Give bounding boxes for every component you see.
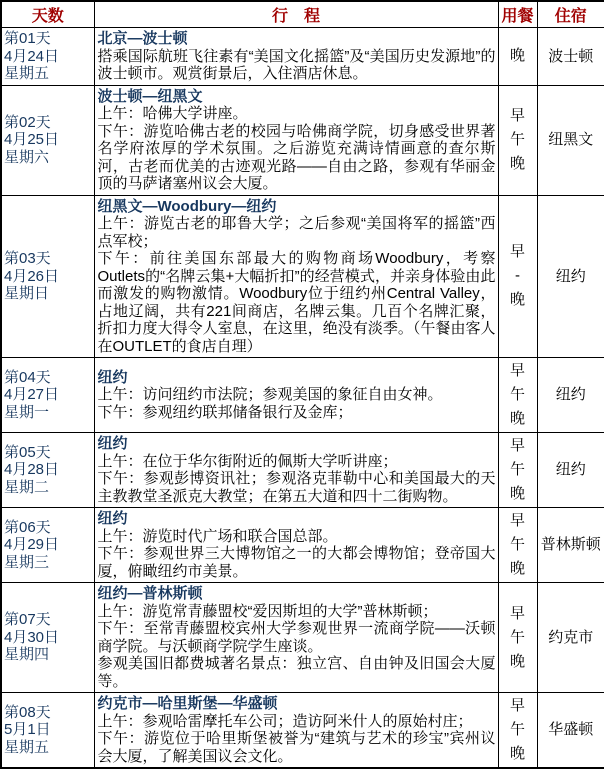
meal-item: 晚 xyxy=(509,47,525,65)
meal-item: 早 xyxy=(509,697,525,714)
day-number: 第01天 xyxy=(4,30,51,47)
itinerary-cell xyxy=(94,28,498,86)
itinerary-title: 纽约 xyxy=(97,435,128,452)
itinerary-paragraph: 上午：哈佛大学讲座。 xyxy=(97,105,248,122)
itinerary-paragraph: 搭乘国际航班飞往素有“美国文化摇篮”及“美国历史发源地”的波士顿市。观赏街景后，入住酒店休息。 xyxy=(97,47,496,82)
itinerary-title: 纽黑文—Woodbury—纽约 xyxy=(97,197,277,215)
meal-item: 午 xyxy=(509,721,525,738)
day-number: 第06天 xyxy=(4,518,51,536)
stay-cell: 波士顿 xyxy=(537,28,604,86)
day-cell xyxy=(1,85,94,195)
meals-cell xyxy=(498,693,537,769)
day-weekday: 星期二 xyxy=(4,478,50,496)
meals-stack xyxy=(499,696,537,764)
itinerary-title: 约克市—哈里斯堡—华盛顿 xyxy=(97,695,278,712)
day-date: 4月28日 xyxy=(4,461,60,479)
meals-stack xyxy=(499,242,537,310)
meal-item: 晚 xyxy=(509,291,525,309)
itinerary-body xyxy=(98,603,496,691)
itinerary-body xyxy=(98,48,496,83)
meal-item: 晚 xyxy=(509,485,525,502)
itinerary-paragraph: 下午：前往美国东部最大的购物商场Woodbury，考察Outlets的“名牌云集+大幅折扣”的经营模式，并亲身体验由此而激发的购物激情。Woodbury位于纽约州Central Valley，占地辽阔，共有221间商店，名牌云集。几百个名牌汇聚，折扣力度大得令人室息，在这里，绝没有淡季。（午餐由客人在OUTLET的食店自理） xyxy=(97,250,496,355)
day-cell xyxy=(1,583,94,693)
stay-cell: 纽黑文 xyxy=(537,85,604,195)
day-weekday: 星期五 xyxy=(4,65,50,82)
meal-item: 午 xyxy=(509,386,525,403)
meals-cell xyxy=(498,583,537,693)
itinerary-cell xyxy=(94,358,498,433)
table-header-row xyxy=(1,1,604,28)
day-date: 4月24日 xyxy=(4,47,60,65)
itinerary-paragraph: 下午：游览位于哈里斯堡被誉为“建筑与艺术的珍宝”宾州议会大厦，了解美国议会文化。 xyxy=(97,730,496,765)
header-itinerary: 行 程 xyxy=(94,1,498,28)
itinerary-title: 纽约—普林斯顿 xyxy=(97,585,203,602)
meal-item: 午 xyxy=(509,536,525,553)
day-date: 4月29日 xyxy=(4,536,60,554)
table-row xyxy=(1,508,604,583)
day-weekday: 星期日 xyxy=(4,285,50,302)
meal-item: - xyxy=(515,267,520,285)
meal-item: 晚 xyxy=(509,155,525,172)
day-number: 第05天 xyxy=(4,443,51,461)
itinerary-cell xyxy=(94,508,498,583)
stay-cell: 纽约 xyxy=(537,358,604,433)
itinerary-body xyxy=(98,105,496,193)
stay-cell: 纽约 xyxy=(537,195,604,358)
table-row xyxy=(1,433,604,508)
itinerary-title: 纽约 xyxy=(97,368,128,386)
meals-cell xyxy=(498,28,537,86)
itinerary-paragraph: 上午：游览常青藤盟校“爱因斯坦的大学”普林斯顿； xyxy=(97,602,438,620)
day-date: 4月25日 xyxy=(4,131,60,149)
meals-cell xyxy=(498,85,537,195)
meal-item: 早 xyxy=(509,437,525,454)
day-weekday: 星期四 xyxy=(4,646,50,664)
meal-item: 晚 xyxy=(509,560,525,577)
table-row xyxy=(1,358,604,433)
itinerary-paragraph: 上午：游览时代广场和联合国总部。 xyxy=(97,527,338,545)
meals-cell xyxy=(498,433,537,508)
meals-stack xyxy=(499,436,537,504)
meal-item: 早 xyxy=(509,243,525,261)
day-cell xyxy=(1,693,94,769)
meals-stack xyxy=(499,361,537,429)
meals-stack xyxy=(499,46,537,66)
itinerary-body xyxy=(98,386,496,421)
day-cell xyxy=(1,433,94,508)
header-days: 天数 xyxy=(1,1,94,28)
day-weekday: 星期五 xyxy=(4,738,50,756)
itinerary-body xyxy=(98,215,496,355)
itinerary-paragraph: 下午：参观世界三大博物馆之一的大都会博物馆；登帝国大厦，俯瞰纽约市美景。 xyxy=(97,545,496,580)
day-weekday: 星期一 xyxy=(4,403,50,421)
meal-item: 早 xyxy=(509,362,525,379)
meals-cell xyxy=(498,195,537,358)
meals-stack xyxy=(499,511,537,579)
meal-item: 午 xyxy=(509,628,525,646)
header-stay: 住宿 xyxy=(537,1,604,28)
itinerary-cell xyxy=(94,693,498,769)
day-date: 5月1日 xyxy=(4,721,51,739)
itinerary-paragraph: 上午：参观哈雷摩托车公司；造访阿米什人的原始村庄； xyxy=(97,712,473,730)
meal-item: 晚 xyxy=(509,410,525,427)
itinerary-cell xyxy=(94,433,498,508)
day-weekday: 星期六 xyxy=(4,148,50,166)
table-row xyxy=(1,693,604,769)
itinerary-cell xyxy=(94,195,498,358)
table-body xyxy=(1,28,604,769)
day-number: 第02天 xyxy=(4,113,51,131)
itinerary-cell xyxy=(94,583,498,693)
day-number: 第03天 xyxy=(4,250,51,267)
header-meals: 用餐 xyxy=(498,1,537,28)
day-cell xyxy=(1,195,94,358)
day-number: 第08天 xyxy=(4,703,51,721)
meal-item: 晚 xyxy=(509,745,525,762)
meal-item: 午 xyxy=(509,131,525,148)
table-row xyxy=(1,583,604,693)
itinerary-paragraph: 上午：在位于华尔街附近的佩斯大学听讲座； xyxy=(97,452,398,470)
stay-cell: 华盛顿 xyxy=(537,693,604,769)
stay-cell: 普林斯顿 xyxy=(537,508,604,583)
day-cell xyxy=(1,28,94,86)
table-row xyxy=(1,28,604,86)
itinerary-paragraph: 参观美国旧都费城著名景点：独立宫、自由钟及旧国会大厦等。 xyxy=(97,655,496,690)
meal-item: 午 xyxy=(509,461,525,478)
itinerary-title: 北京—波士顿 xyxy=(97,30,188,47)
itinerary-paragraph: 下午：参观纽约联邦储备银行及金库； xyxy=(97,403,353,421)
itinerary-cell xyxy=(94,85,498,195)
itinerary-paragraph: 上午：访问纽约市法院；参观美国的象征自由女神。 xyxy=(97,386,443,404)
meal-item: 晚 xyxy=(509,652,525,670)
meal-item: 早 xyxy=(509,604,525,622)
itinerary-paragraph: 下午：至常青藤盟校宾州大学参观世界一流商学院——沃顿商学院。与沃顿商学院学生座谈。 xyxy=(97,620,496,655)
day-weekday: 星期三 xyxy=(4,553,50,571)
itinerary-paragraph: 下午：游览哈佛古老的校园与哈佛商学院，切身感受世界著名学府浓厚的学术氛围。之后游览充满诗情画意的查尔斯河，古老而优美的古迹观光路——自由之路，参观有华丽金顶的马萨诸塞州议会大厦。 xyxy=(97,122,496,192)
table-row xyxy=(1,195,604,358)
meals-cell xyxy=(498,358,537,433)
day-number: 第07天 xyxy=(4,611,51,629)
itinerary-paragraph: 上午：游览古老的耶鲁大学；之后参观“美国将军的摇篮”西点军校； xyxy=(97,215,496,250)
itinerary-body xyxy=(98,453,496,506)
itinerary-paragraph: 下午：参观彭博资讯社；参观洛克菲勒中心和美国最大的天主教教堂圣派克大教堂；在第五大道和四十二街购物。 xyxy=(97,470,496,505)
day-date: 4月27日 xyxy=(4,386,60,404)
stay-cell: 纽约 xyxy=(537,433,604,508)
day-cell xyxy=(1,358,94,433)
meals-stack xyxy=(499,604,537,672)
day-number: 第04天 xyxy=(4,368,51,386)
meals-cell xyxy=(498,508,537,583)
meals-stack xyxy=(499,106,537,174)
stay-cell: 约克市 xyxy=(537,583,604,693)
day-cell xyxy=(1,508,94,583)
itinerary-title: 波士顿—纽黑文 xyxy=(97,87,203,105)
itinerary-title: 纽约 xyxy=(97,510,128,527)
day-date: 4月26日 xyxy=(4,267,60,285)
table-row xyxy=(1,85,604,195)
meal-item: 早 xyxy=(509,107,525,124)
itinerary-body xyxy=(98,528,496,581)
day-date: 4月30日 xyxy=(4,628,60,646)
meal-item: 早 xyxy=(509,512,525,529)
